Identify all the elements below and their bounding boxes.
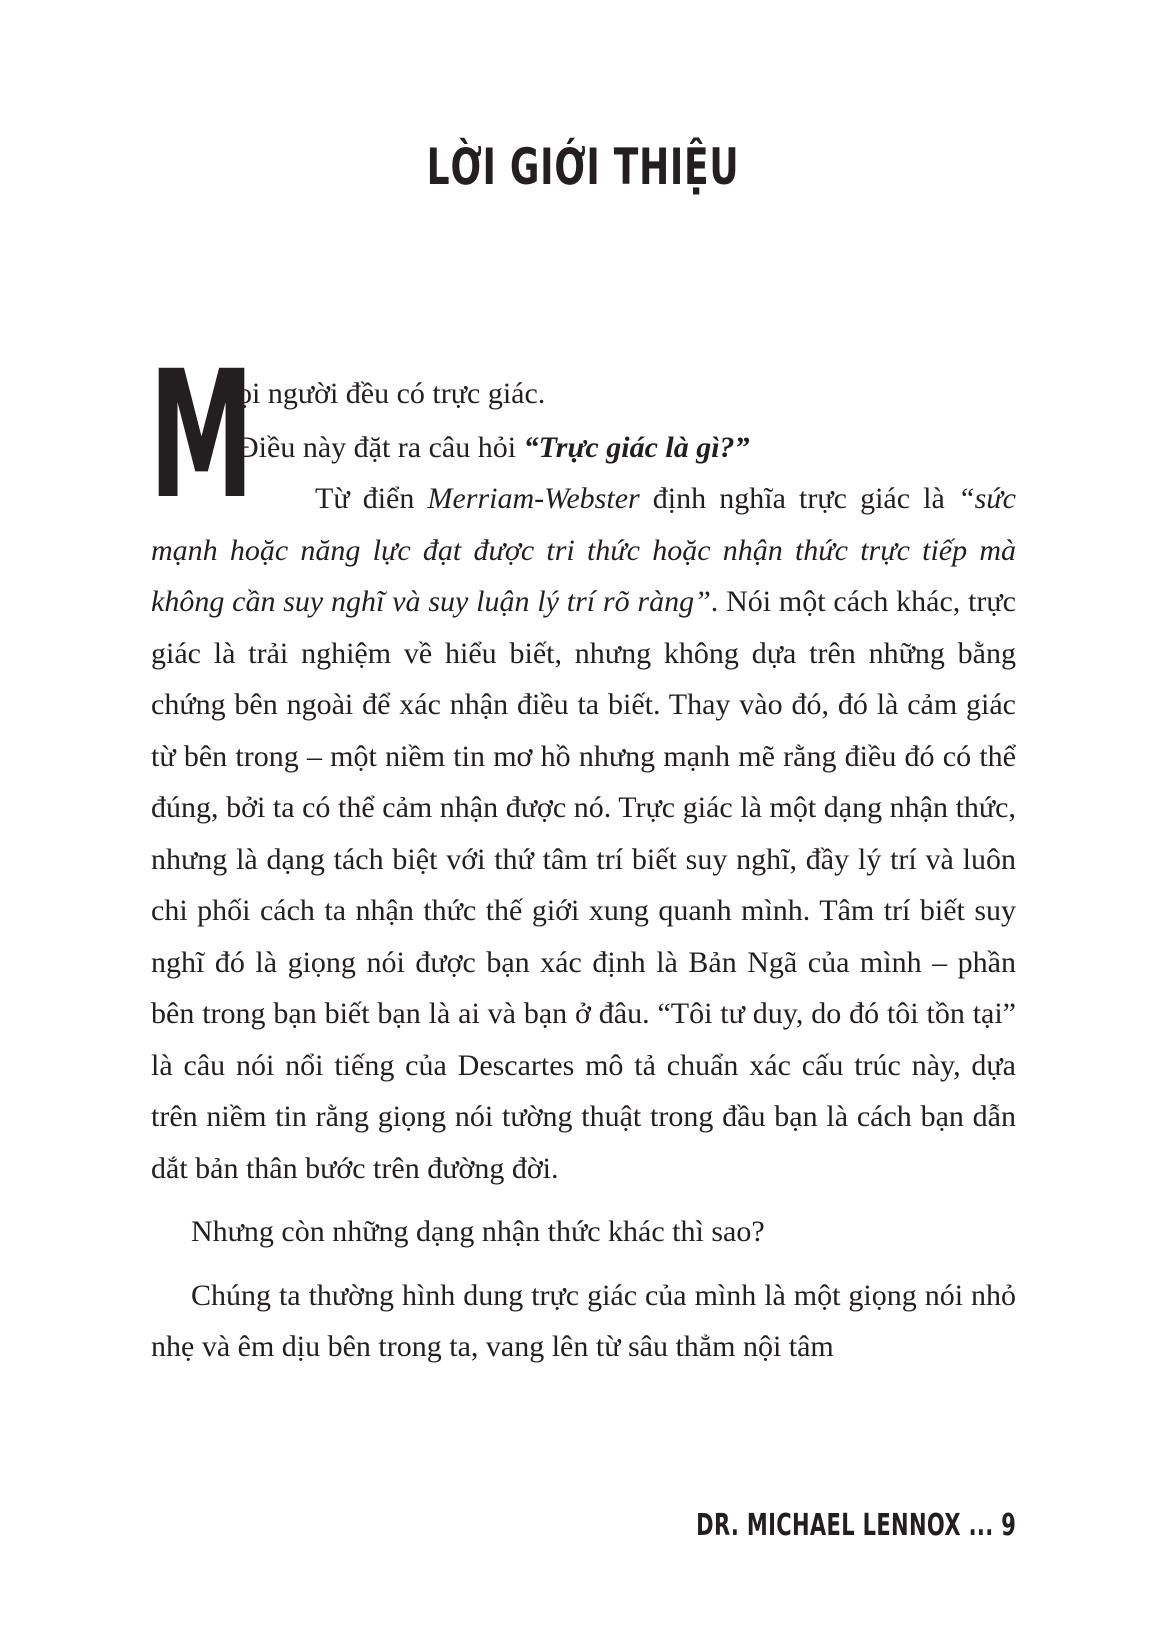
paragraph-3-lead: Từ điển [315,482,428,515]
paragraph-4: Nhưng còn những dạng nhận thức khác thì sao? [191,1215,765,1248]
chapter-title: LỜI GIỚI THIỆU [426,138,740,196]
paragraph-1 [151,368,1016,420]
body-text [149,333,1016,1373]
dictionary-name: Merriam-Webster [427,482,640,515]
paragraph-2 [151,422,1016,474]
paragraph-3 [151,473,1016,1194]
drop-cap: M [149,333,255,538]
question-emphasis: “Trực giác là gì?” [523,430,750,464]
paragraph-2-text: Điều này đặt ra câu hỏi [237,430,524,464]
paragraph-1-text: ọi người đều có trực giác. [237,377,546,410]
paragraph-3-mid: định nghĩa trực giác là [639,482,958,515]
page-number: 9 [1001,1508,1016,1543]
footer-author: DR. MICHAEL LENNOX [695,1508,961,1543]
paragraph-3-rest: . Nói một cách khác, trực giác là trải nghiệm về hiểu biết, nhưng không dựa trên những bằng chứng bên ngoài để xác nhận điều ta biết. Thay vào đó, đó là cảm giác từ bên trong – một niềm tin mơ hồ nhưng mạnh mẽ rằng điều đó có thể đúng, bởi ta có thể cảm nhận được nó. Trực giác là một dạng nhận thức, nhưng là dạng tách biệt với thứ tâm trí biết suy nghĩ, đầy lý trí và luôn chi phối cách ta nhận thức thế giới xung quanh mình. Tâm trí biết suy nghĩ đó là giọng nói được bạn xác định là Bản Ngã của mình – phần bên trong bạn biết bạn là ai và bạn ở đâu. “Tôi tư duy, do đó tôi tồn tại” là câu nói nổi tiếng của Descartes mô tả chuẩn xác cấu trúc này, dựa trên niềm tin rằng giọng nói tường thuật trong đầu bạn là cách bạn dẫn dắt bản thân bước trên đường đời. [151,585,1016,1185]
paragraph-5: Chúng ta thường hình dung trực giác của mình là một giọng nói nhỏ nhẹ và êm dịu bên trong ta, vang lên từ sâu thẳm nội tâm [151,1278,1016,1363]
page-footer [696,1508,1016,1543]
footer-separator: ... [968,1508,994,1543]
definition-quote: “sức mạnh hoặc năng lực đạt được tri thức hoặc nhận thức trực tiếp mà không cần suy nghĩ và suy luận lý trí rõ ràng” [151,482,1016,618]
